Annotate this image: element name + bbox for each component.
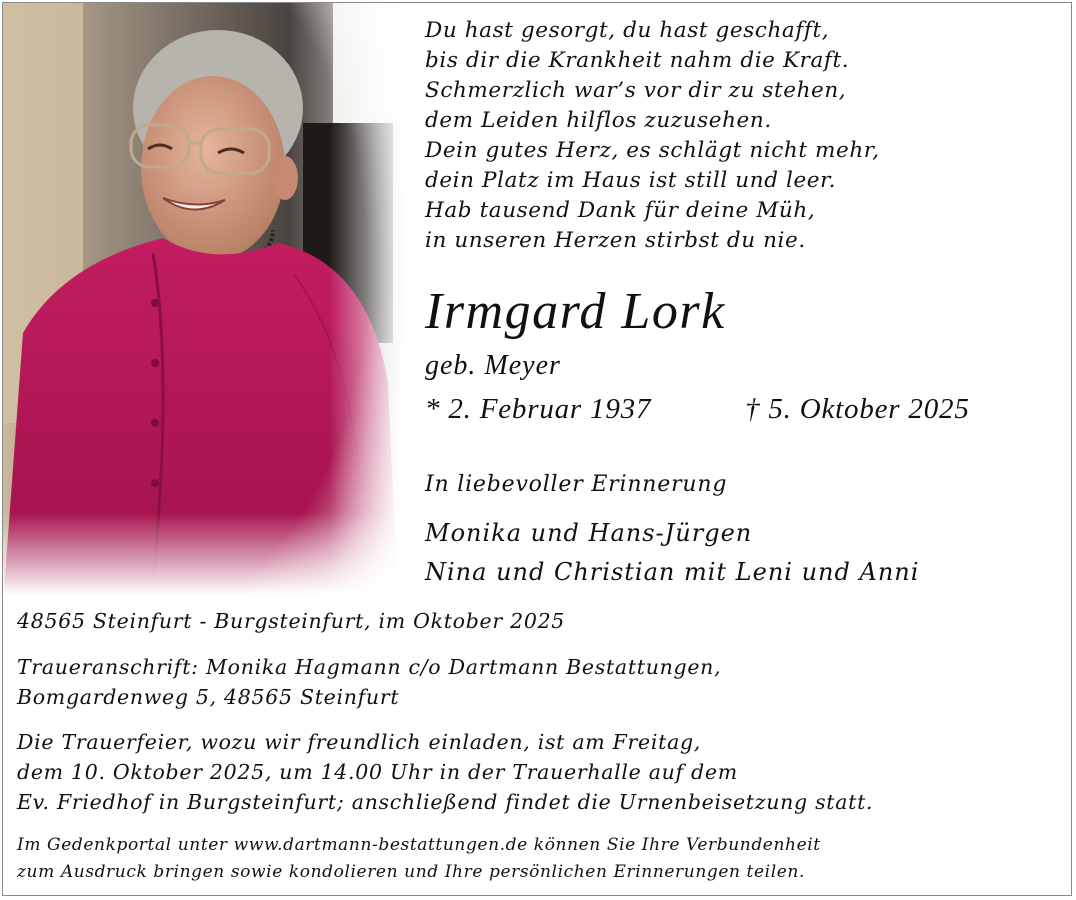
deceased-name: Irmgard Lork — [425, 283, 726, 340]
place-date: 48565 Steinfurt - Burgsteinfurt, im Oktober 2025 — [17, 609, 566, 633]
mourner-line: Nina und Christian mit Leni und Anni — [425, 558, 920, 586]
address-line: Bomgardenweg 5, 48565 Steinfurt — [17, 685, 400, 709]
poem-line: Hab tausend Dank für deine Müh, — [425, 198, 816, 223]
poem-line: Schmerzlich war’s vor dir zu stehen, — [425, 78, 847, 103]
poem-line: Du hast gesorgt, du hast geschafft, — [425, 18, 830, 43]
portrait-photo — [3, 3, 411, 595]
memory-line: In liebevoller Erinnerung — [425, 472, 728, 497]
poem-line: in unseren Herzen stirbst du nie. — [425, 228, 806, 253]
maiden-name: geb. Meyer — [425, 350, 561, 381]
poem-line: Dein gutes Herz, es schlägt nicht mehr, — [425, 138, 880, 163]
mourners — [425, 514, 919, 592]
portal-line: zum Ausdruck bringen sowie kondolieren und Ihre persönlichen Erinnerungen teilen. — [17, 862, 805, 882]
life-dates — [425, 393, 970, 426]
address-line: Traueranschrift: Monika Hagmann c/o Dartmann Bestattungen, — [17, 655, 722, 679]
portal-line: Im Gedenkportal unter www.dartmann-bestattungen.de können Sie Ihre Verbundenheit — [17, 835, 821, 855]
poem-line: dem Leiden hilflos zuzusehen. — [425, 108, 772, 133]
death-date: † 5. Oktober 2025 — [745, 393, 970, 425]
birth-date: * 2. Februar 1937 — [425, 393, 652, 425]
mourning-address — [17, 652, 721, 712]
ceremony-line: Ev. Friedhof in Burgsteinfurt; anschließend findet die Urnenbeisetzung statt. — [17, 790, 874, 814]
ceremony-line: dem 10. Oktober 2025, um 14.00 Uhr in der Trauerhalle auf dem — [17, 760, 738, 784]
portal-note — [17, 832, 821, 886]
poem-line: bis dir die Krankheit nahm die Kraft. — [425, 48, 850, 73]
poem — [425, 16, 880, 256]
mourner-line: Monika und Hans-Jürgen — [425, 519, 753, 547]
poem-line: dein Platz im Haus ist still und leer. — [425, 168, 837, 193]
ceremony-line: Die Trauerfeier, wozu wir freundlich einladen, ist am Freitag, — [17, 730, 702, 754]
ceremony-info — [17, 727, 873, 817]
